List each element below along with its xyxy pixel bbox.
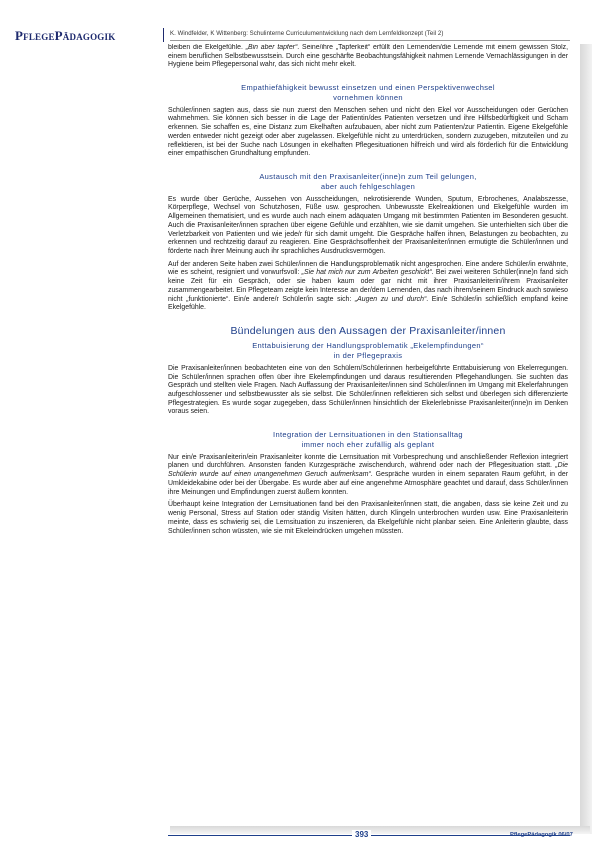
paragraph: Schüler/innen sagten aus, dass sie nun zuerst den Menschen sehen und nicht den Ekel vor Ausscheidungen oder Gerüchen wahrnehmen. Sie können sich besser in die Lage der Patientin/des Patienten versetzen und ihre Hilfsbedürftigkeit und Scham erkennen. Sie schaffen es, eine Distanz zum Ekelhaften aufzubauen, aber nicht zum Patienten/zur Patientin. Eigene Ekelgefühle werden entweder nicht gezeigt oder aber zugelassen. Ekelgefühle nicht zu unterdrücken, sondern zuzugeben, mitzuteilen und zu reflektieren, ist bei der Suche nach Lösungen in ekelhaften Pflegesituationen hilfreich und wird als förderlich für die Entwicklung einer empathischen Grundhaltung empfunden. xyxy=(168,106,568,158)
section-heading: Bündelungen aus den Aussagen der Praxisanleiter/innen xyxy=(230,325,506,338)
subheading-taboo: Enttabuisierung der Handlungsproblematik „Ekelempfindungen“ in der Pflegepraxis xyxy=(252,341,484,361)
paragraph: bleiben die Ekelgefühle. „Bin aber tapfer“. Seine/ihre „Tapferkeit“ erfüllt den Lernenden/die Lernende mit einem gewissen Stolz, einem beruflichen Selbstbewusstsein. Durch eine geschärfte Beobachtungsfähigkeit nahmen Lernende Vernachlässigungen in der Hygiene beim Pflegepersonal wahr, das sich nicht mehr ekelt. xyxy=(168,44,568,69)
journal-issue: PflegePädagogik 06/07 xyxy=(510,832,573,838)
paragraph: Nur ein/e Praxisanleiterin/ein Praxisanleiter konnte die Lernsituation mit Vorbesprechung und anschließender Reflexion integriert planen und durchführen. Ansonsten fanden Kurzgespräche zwischendurch, während oder nach der Pflegesituation statt. „Die Schülerin wurde auf einen unangenehmen Geruch aufmerksam“. Gespräche wurden in einem separaten Raum geführt, in der Umkleidekabine oder bei der Übergabe. Es wurde aber auf eine angenehme Atmosphäre geachtet und darauf, dass Schüler/innen ihre Meinungen und Empfindungen zuerst äußern konnten. xyxy=(168,453,568,496)
quote: „Augen zu und durch“ xyxy=(354,295,427,303)
running-head: K. Windfelder, K Wittenberg: Schulinterne Curriculumentwicklung nach dem Lernfeldkonzept (Teil 2) xyxy=(170,30,444,37)
paragraph: Überhaupt keine Integration der Lernsituationen fand bei den Praxisanleiter/innen statt, die angaben, dass sie keine Zeit und zu wenig Personal, Stress auf Station oder ständig Visiten hätten, durch Klingeln unterbrochen wurden usw. Eine Praxisanleiterin meinte, dass es schwierig sei, die Lernsituation zu inszenieren, da Ekelgefühle nicht planbar seien. Eine Anleiterin glaubte, dass Schüler/innen schon wüssten, wie sie mit Ekeleindrücken umgehen müssten. xyxy=(168,501,568,535)
page-header xyxy=(0,0,595,44)
page-shadow-right xyxy=(580,44,592,834)
quote: „Sie hat mich nur zum Arbeiten geschickt“ xyxy=(301,269,432,277)
paragraph: Auf der anderen Seite haben zwei Schüler/innen die Handlungsproblematik nicht angesprochen. Eine andere Schüler/in erwähnte, wie es scheint, resigniert und vorwurfsvoll: „Sie hat mich nur zum Arbeiten geschickt“. Bei zwei weiteren Schüler(inne)n fand sich keine Zeit für ein Gespräch, oder sie haben kaum oder gar nicht mit ihrer Praxisanleiterin/ihrem Praxisanleiter zusammengearbeitet. Ein Pflegeteam zeigte kein Interesse an der/dem Lernenden, das nach ihrem/seinem Eindruck auch sowieso nicht „funktionierte“. Ein/e andere/r Schüler/in sagte sich: „Augen zu und durch“. Ein/e Schüler/in schließlich empfand keine Ekelgefühle. xyxy=(168,260,568,312)
quote: „Die Schülerin wurde auf einen unangenehmen Geruch aufmerksam“ xyxy=(168,462,568,479)
header-rule xyxy=(170,40,570,41)
article-body xyxy=(168,44,568,826)
quote: „Bin aber tapfer“ xyxy=(245,44,298,51)
left-margin xyxy=(0,44,168,824)
subheading-integration: Integration der Lernsituationen in den Stationsalltag immer noch eher zufällig als geplant xyxy=(273,430,463,449)
page-number: 393 xyxy=(352,830,371,840)
paragraph: Die Praxisanleiter/innen beobachteten eine von den Schülern/Schülerinnen herbeigeführte Enttabuisierung von Ekelerregungen. Die Schüler/innen sprachen offen über ihre Ekelempfindungen und daraus resultierenden Pflegehandlungen. Sie suchten das Gespräch und stellten viele Fragen. Nach Auffassung der Praxisanleiter/innen sind Schüler/innen im Umgang mit Ekelerfahrungen aufgeschlossener und selbstbewusster als sie selbst. Die Schüler/innen reflektieren sich selbst und überlegen sich differenzierte Pflegestrategien. Es wurde sogar zugegeben, dass Schüler/innen hinsichtlich der Ekelerlebnisse Praxisanleiter(inne)n im Denken voraus seien. xyxy=(168,364,568,416)
paragraph: Es wurde über Gerüche, Aussehen von Ausscheidungen, nekrotisierende Wunden, Sputum, Erbrochenes, Analabszesse, Körperpflege, Wechsel von Schutzhosen, Füße usw. gesprochen. Unbewusste Ekelreaktionen und Ekelgefühle wurden im Allgemeinen thematisiert, und es wurde auch nach einem adäquaten Umgang mit bestimmten Patienten im Besonderen gesucht. Auch die Praxisanleiter/innen sprachen über eigene Gefühle und erzählten, wie sie damit umgehen. Sie unterhielten sich über die Verletzbarkeit von Patienten und wie jede/r für sich damit umgeht. Die Gespräche halfen ihnen, Belastungen zu beobachten, zu erkennen und rechtzeitig darauf zu reagieren. Eine Gesprächsoffenheit der Praxisanleiter/innen ermutigte die Schüler/innen und förderte nach ihrer Meinung auch ihr sprachliches Ausdrucksvermögen. xyxy=(168,195,568,256)
subheading-exchange: Austausch mit den Praxisanleiter(inne)n zum Teil gelungen, aber auch fehlgeschlagen xyxy=(259,172,477,191)
header-divider xyxy=(163,28,164,42)
journal-logo: PflegePädagogik xyxy=(15,28,116,43)
subheading-empathy: Empathiefähigkeit bewusst einsetzen und einen Perspektivenwechsel vornehmen können xyxy=(241,83,495,102)
